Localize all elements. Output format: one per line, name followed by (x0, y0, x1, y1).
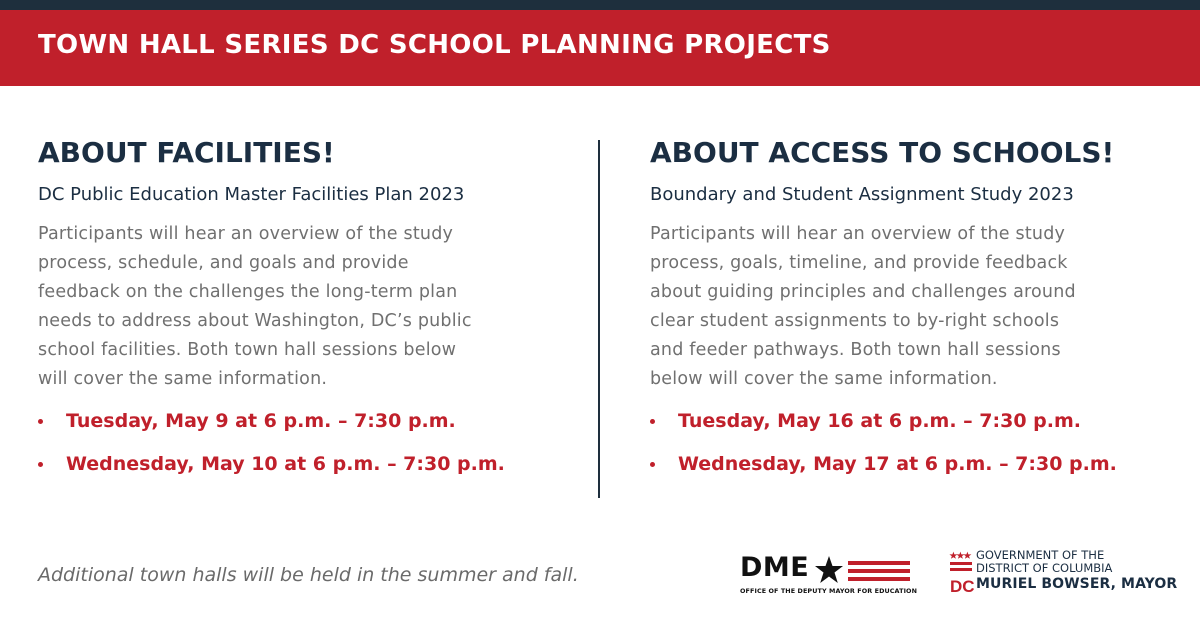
access-subtitle: Boundary and Student Assignment Study 2023 (650, 184, 1074, 205)
dme-caption: OFFICE OF THE DEPUTY MAYOR FOR EDUCATION (740, 587, 918, 595)
dc-logo-text (976, 549, 1177, 593)
dc-mark-text: DC (950, 577, 975, 596)
description-line: clear student assignments to by-right schools (650, 311, 1060, 331)
description-line: Participants will hear an overview of the study (650, 224, 1066, 244)
description-line: process, schedule, and goals and provide (38, 253, 409, 273)
access-description (650, 220, 1170, 394)
footer-note: Additional town halls will be held in the summer and fall. (38, 564, 579, 586)
bullet-icon (38, 462, 43, 467)
dme-logo (738, 552, 918, 598)
description-line: about guiding principles and challenges around (650, 282, 1076, 302)
top-strip (0, 0, 1200, 10)
facilities-column (38, 136, 568, 492)
bullet-icon (650, 419, 655, 424)
description-line: feedback on the challenges the long-term plan (38, 282, 458, 302)
facilities-subtitle: DC Public Education Master Facilities Plan 2023 (38, 184, 465, 205)
session-date (650, 449, 1170, 479)
access-column (650, 136, 1170, 492)
bullet-icon (650, 462, 655, 467)
facilities-description (38, 220, 568, 394)
title-banner (0, 10, 1200, 86)
dme-wordmark: DME (740, 552, 810, 583)
description-line: will cover the same information. (38, 369, 328, 389)
access-session-list (650, 406, 1170, 479)
bullet-icon (38, 419, 43, 424)
dc-flag-mark-icon (950, 550, 975, 596)
access-heading: ABOUT ACCESS TO SCHOOLS! (650, 136, 1115, 169)
session-date-text: Tuesday, May 16 at 6 p.m. – 7:30 p.m. (678, 410, 1081, 432)
description-line: below will cover the same information. (650, 369, 998, 389)
session-date (38, 406, 568, 436)
column-divider (598, 140, 600, 498)
session-date (38, 449, 568, 479)
flag-stripes-icon (848, 561, 910, 581)
dc-government-logo (950, 546, 1178, 596)
dc-line-1: GOVERNMENT OF THE (976, 548, 1105, 562)
star-icon (814, 555, 844, 585)
session-date (650, 406, 1170, 436)
facilities-session-list (38, 406, 568, 479)
banner-title: TOWN HALL SERIES DC SCHOOL PLANNING PROJECTS (38, 30, 831, 60)
session-date-text: Wednesday, May 10 at 6 p.m. – 7:30 p.m. (66, 453, 505, 475)
session-date-text: Wednesday, May 17 at 6 p.m. – 7:30 p.m. (678, 453, 1117, 475)
description-line: needs to address about Washington, DC’s public (38, 311, 472, 331)
description-line: Participants will hear an overview of the study (38, 224, 454, 244)
description-line: school facilities. Both town hall sessions below (38, 340, 457, 360)
dc-mayor: MURIEL BOWSER, MAYOR (976, 576, 1178, 592)
description-line: and feeder pathways. Both town hall sessions (650, 340, 1061, 360)
session-date-text: Tuesday, May 9 at 6 p.m. – 7:30 p.m. (66, 410, 456, 432)
facilities-heading: ABOUT FACILITIES! (38, 136, 335, 169)
description-line: process, goals, timeline, and provide feedback (650, 253, 1068, 273)
dc-line-2: DISTRICT OF COLUMBIA (976, 561, 1113, 575)
